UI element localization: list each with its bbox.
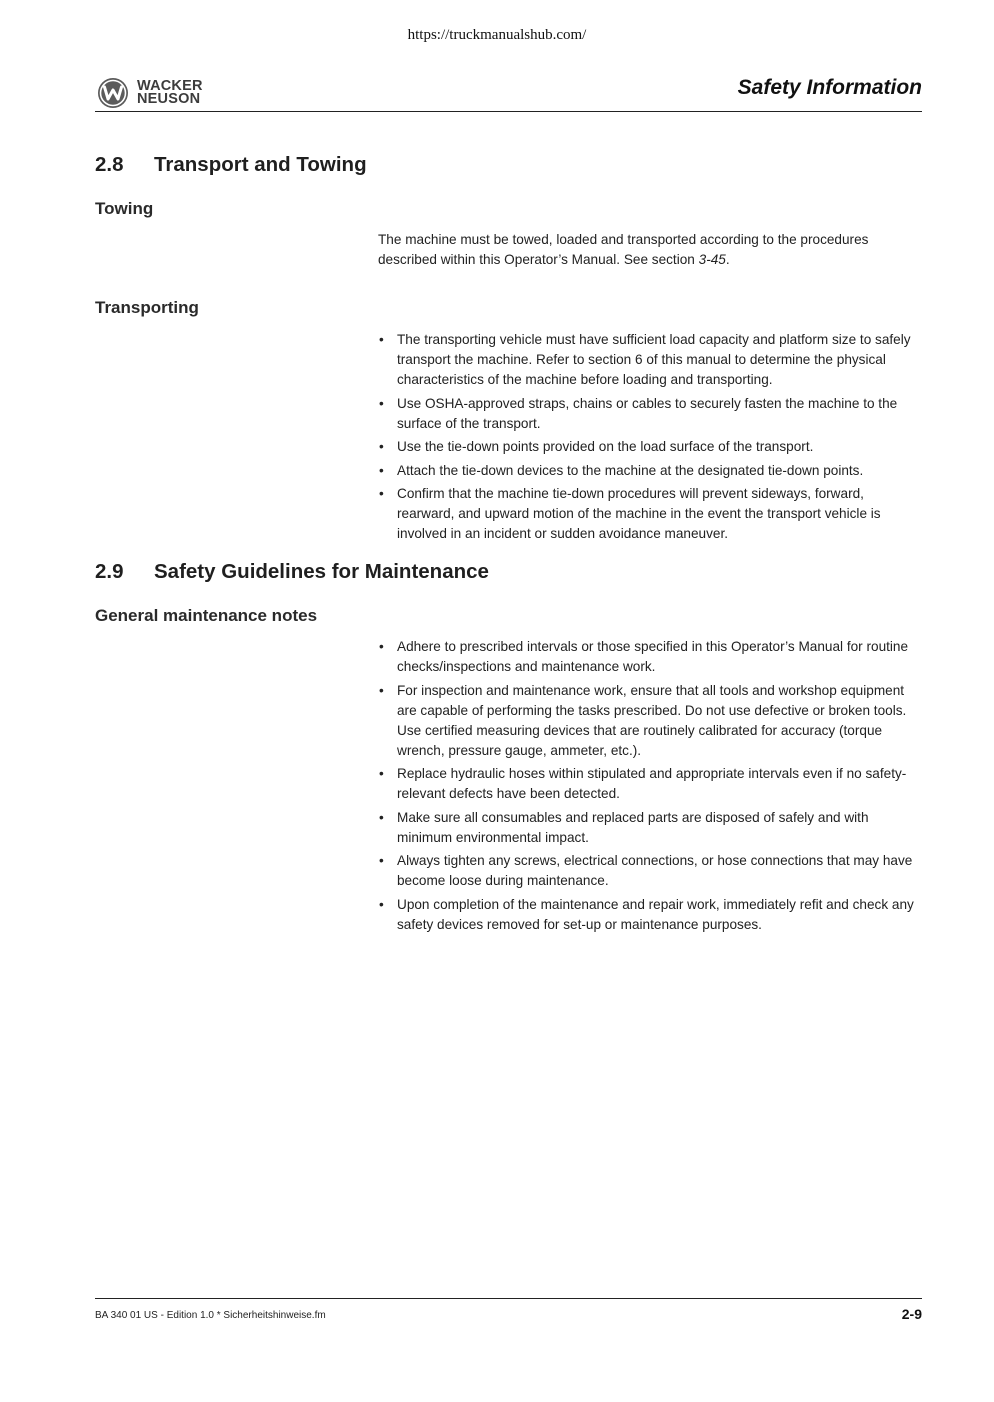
towing-paragraph bbox=[378, 230, 923, 270]
towing-suffix: . bbox=[725, 252, 730, 267]
transporting-heading: Transporting bbox=[95, 298, 199, 317]
section-2-8-number: 2.8 bbox=[95, 153, 124, 176]
list-item: • For inspection and maintenance work, ensure that all tools and workshop equipment are capable of performing the tasks prescribed. Do not use defective or broken tools. Use certified measuring devices that are routinely calibrated for accuracy (torque wrench, pressure gauge, ammeter, etc.). bbox=[378, 681, 923, 761]
towing-text: The machine must be towed, loaded and transported according to the procedures described within this Operator’s Manual. See section bbox=[378, 232, 869, 267]
logo-line-2: NEUSON bbox=[137, 91, 201, 107]
list-item: • Attach the tie-down devices to the machine at the designated tie-down points. bbox=[378, 461, 923, 481]
list-item: • Adhere to prescribed intervals or those specified in this Operator’s Manual for routine checks/inspections and maintenance work. bbox=[378, 637, 923, 677]
footer-divider bbox=[95, 1298, 922, 1299]
wacker-neuson-logo-icon bbox=[97, 77, 129, 109]
list-item: • Always tighten any screws, electrical connections, or hose connections that may have become loose during maintenance. bbox=[378, 851, 923, 891]
maintenance-list bbox=[378, 637, 923, 938]
section-2-9-heading bbox=[95, 560, 489, 584]
list-item: • Confirm that the machine tie-down procedures will prevent sideways, forward, rearward, and upward motion of the machine in the event the transport vehicle is involved in an incident or sudden avoidance maneuver. bbox=[378, 484, 923, 544]
list-item: • Replace hydraulic hoses within stipulated and appropriate intervals even if no safety-relevant defects have been detected. bbox=[378, 764, 923, 804]
towing-heading: Towing bbox=[95, 199, 154, 218]
section-2-8-heading bbox=[95, 153, 367, 177]
header-title: Safety Information bbox=[737, 76, 922, 99]
header-divider bbox=[95, 111, 922, 112]
section-2-8-title: Transport and Towing bbox=[154, 153, 367, 176]
section-reference: 3-45 bbox=[698, 252, 726, 267]
logo-line-1: WACKER bbox=[137, 78, 203, 94]
wacker-neuson-logo bbox=[97, 76, 203, 110]
list-item: • Use OSHA-approved straps, chains or cables to securely fasten the machine to the surface of the transport. bbox=[378, 394, 923, 434]
list-item: • Use the tie-down points provided on the load surface of the transport. bbox=[378, 437, 923, 457]
list-item: • The transporting vehicle must have sufficient load capacity and platform size to safely transport the machine. Refer to section 6 of this manual to determine the physical characteristics of the machine before loading and transporting. bbox=[378, 330, 923, 390]
section-2-9-title: Safety Guidelines for Maintenance bbox=[154, 560, 489, 583]
section-2-9-number: 2.9 bbox=[95, 560, 124, 583]
transporting-list bbox=[378, 330, 923, 548]
general-maintenance-heading: General maintenance notes bbox=[95, 606, 318, 625]
page-number: 2-9 bbox=[901, 1306, 922, 1322]
footer-document-info: BA 340 01 US - Edition 1.0 * Sicherheitshinweise.fm bbox=[95, 1310, 326, 1321]
source-url: https://truckmanualshub.com/ bbox=[407, 27, 587, 43]
list-item: • Make sure all consumables and replaced parts are disposed of safely and with minimum environmental impact. bbox=[378, 808, 923, 848]
list-item: • Upon completion of the maintenance and repair work, immediately refit and check any safety devices removed for set-up or maintenance purposes. bbox=[378, 895, 923, 935]
logo-wordmark bbox=[137, 80, 203, 106]
